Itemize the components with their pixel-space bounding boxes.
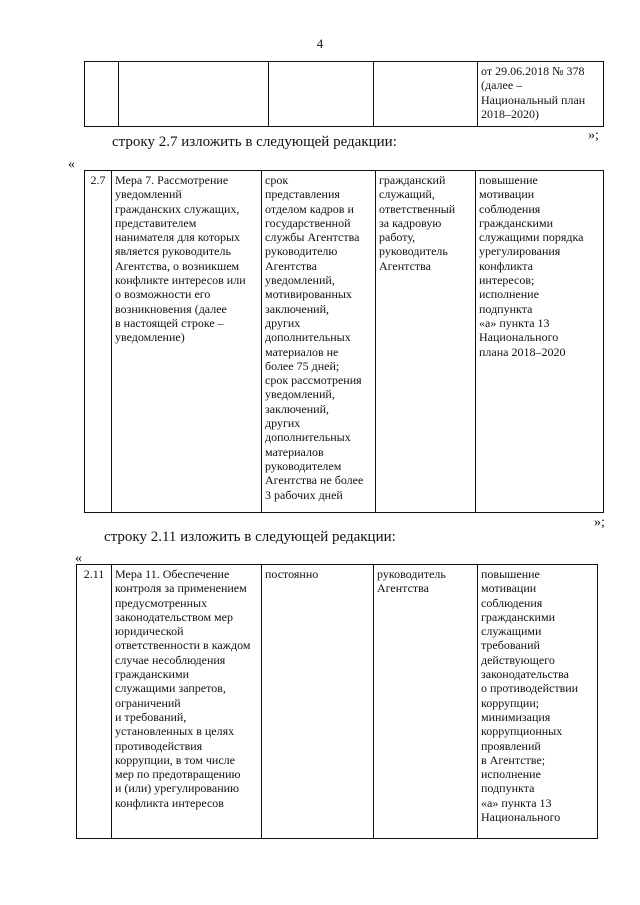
table-cell-term — [269, 62, 374, 127]
term-cell: постоянно — [262, 565, 374, 839]
table-row — [77, 565, 598, 839]
table-cell-number — [85, 62, 119, 127]
instruction-row-2-11: строку 2.11 изложить в следующей редакции: — [104, 529, 396, 545]
table-cell-result: от 29.06.2018 № 378 (далее – Национальный план 2018–2020) — [478, 62, 604, 127]
table-cell-responsible — [374, 62, 478, 127]
responsible-cell: руководитель Агентства — [374, 565, 478, 839]
page-number: 4 — [316, 36, 324, 51]
table-row-2-7 — [84, 170, 604, 513]
row-number: 2.7 — [85, 171, 112, 513]
table-row-2-11 — [76, 564, 598, 839]
opening-quote-mark: « — [75, 551, 82, 566]
result-cell: повышение мотивации соблюдения гражданскими служащими требований действующего законодательства о противодействии коррупции; минимизация коррупционных проявлений в Агентстве; исполнение подпункта «а» пункта 13 Национального — [478, 565, 598, 839]
continued-table-fragment — [84, 61, 604, 127]
measure-cell: Мера 7. Рассмотрение уведомлений гражданских служащих, представителем нанимателя для которых является руководитель Агентства, о возникшем конфликте интересов или о возможности его возникновения (далее в настоящей строке – уведомление) — [112, 171, 262, 513]
instruction-row-2-7: строку 2.7 изложить в следующей редакции: — [112, 134, 397, 150]
closing-quote-mark: »; — [588, 128, 599, 143]
term-cell: срок представления отделом кадров и государственной службы Агентства руководителю Агентства уведомлений, мотивированных заключений, других дополнительных материалов не более 75 дней; срок рассмотрения уведомлений, заключений, других дополнительных материалов руководителем Агентства не более 3 рабочих дней — [262, 171, 376, 513]
opening-quote-mark: « — [68, 157, 75, 172]
result-cell: повышение мотивации соблюдения гражданскими служащими порядка урегулирования конфликта интересов; исполнение подпункта «а» пункта 13 Национального плана 2018–2020 — [476, 171, 604, 513]
table-row — [85, 62, 604, 127]
row-number: 2.11 — [77, 565, 112, 839]
responsible-cell: гражданский служащий, ответственный за кадровую работу, руководитель Агентства — [376, 171, 476, 513]
table-row — [85, 171, 604, 513]
measure-cell: Мера 11. Обеспечение контроля за применением предусмотренных законодательством мер юридической ответственности в каждом случае несоблюдения гражданскими служащими запретов, ограничений и требований, установленных в целях противодействия коррупции, в том числе мер по предотвращению и (или) урегулированию конфликта интересов — [112, 565, 262, 839]
table-cell-measure — [119, 62, 269, 127]
closing-quote-mark: »; — [594, 515, 605, 530]
